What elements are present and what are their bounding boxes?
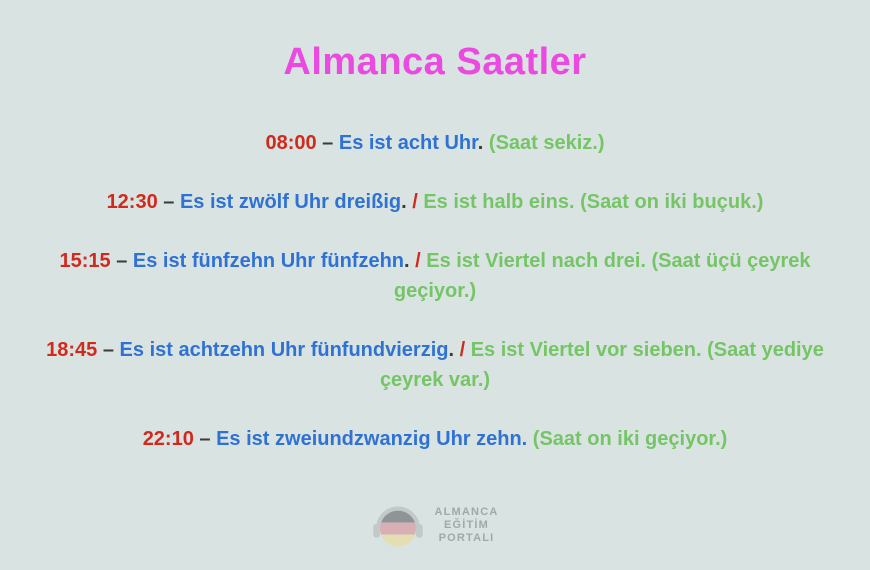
time-entries-list (0, 128, 870, 454)
entry-segment-de: Es ist zwölf Uhr dreißig (179, 191, 402, 213)
entry-segment-sep: – (316, 132, 339, 154)
entry-segment-tr: Es ist Viertel nach drei. (Saat üçü çeyrek geçiyor.) (393, 250, 817, 302)
entry-segment-sep: – (157, 191, 180, 213)
entry-segment-sep: . (448, 339, 455, 361)
entry-segment-sep: . (477, 132, 484, 154)
entry-segment-slash: / (409, 250, 427, 272)
entry-segment-tr: (Saat sekiz.) (483, 132, 605, 154)
footer-logo (0, 498, 870, 552)
entry-segment-sep: – (193, 428, 217, 450)
entry-segment-de: Es ist fünfzehn Uhr fünfzehn (132, 250, 404, 272)
entry-segment-time: 12:30 (106, 191, 158, 213)
entry-segment-tr: (Saat on iki geçiyor.) (527, 428, 728, 450)
entry-segment-de: Es ist achtzehn Uhr fünfundvierzig (119, 339, 449, 361)
entry-segment-time: 18:45 (46, 339, 98, 361)
entry-segment-time: 22:10 (142, 428, 194, 450)
entry-segment-de: Es ist zweiundzwanzig Uhr zehn. (216, 428, 528, 450)
logo-text-line-3: PORTALI (438, 531, 495, 544)
entry-segment-sep: . (404, 250, 410, 272)
time-entry-12:30 (17, 187, 853, 217)
entry-segment-tr: Es ist halb eins. (Saat on iki buçuk.) (423, 191, 764, 213)
page-title: Almanca Saatler (283, 41, 587, 83)
entry-segment-de: Es ist acht Uhr (338, 132, 478, 154)
time-entry-18:45 (17, 335, 853, 395)
entry-segment-tr: Es ist Viertel vor sieben. (Saat yediye çeyrek var.) (379, 339, 830, 391)
entry-segment-sep: . (401, 191, 407, 213)
entry-segment-slash: / (454, 339, 471, 361)
logo-text-line-1: ALMANCA (434, 505, 499, 518)
time-entry-08:00 (17, 128, 853, 158)
logo-text (434, 506, 498, 545)
german-flag-headphones-icon (371, 498, 425, 552)
logo-text-line-2: EĞİTİM (443, 518, 490, 531)
entry-segment-sep: – (110, 250, 133, 272)
time-entry-15:15 (17, 246, 853, 306)
entry-segment-sep: – (97, 339, 120, 361)
entry-segment-time: 08:00 (265, 132, 317, 154)
time-entry-22:10 (17, 424, 853, 454)
entry-segment-time: 15:15 (59, 250, 111, 272)
entry-segment-slash: / (406, 191, 424, 213)
